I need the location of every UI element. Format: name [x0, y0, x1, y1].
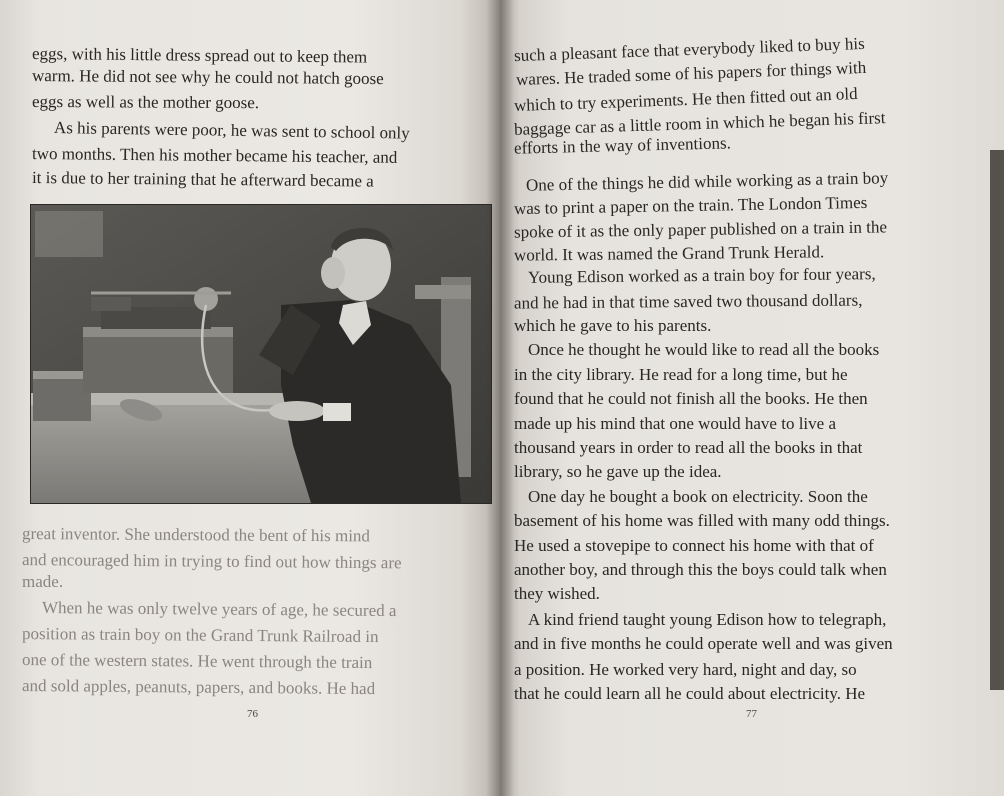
page-number: 77 [746, 708, 757, 720]
text-line: was to print a paper on the train. The London Times [513, 192, 868, 219]
text-line: He used a stovepipe to connect his home with that of [514, 536, 874, 555]
text-line: such a pleasant face that everybody liked to buy his [513, 33, 865, 66]
text-line: warm. He did not see why he could not hatch goose [31, 66, 384, 89]
text-line: another boy, and through this the boys could talk when [514, 560, 887, 579]
left-page [0, 0, 500, 796]
text-line: a position. He worked very hard, night and day, so [514, 660, 857, 679]
text-line: Once he thought he would like to read all the books [528, 340, 880, 359]
text-line: that he could learn all he could about electricity. He [514, 684, 866, 703]
engraving-image [31, 205, 491, 503]
text-line: efforts in the way of inventions. [513, 133, 732, 158]
text-line: which to try experiments. He then fitted out an old [513, 84, 858, 115]
text-line: eggs, with his little dress spread out to keep them [31, 44, 368, 67]
text-line: basement of his home was filled with many odd things. [514, 511, 890, 530]
page-number: 76 [247, 708, 258, 720]
text-line: and he had in that time saved two thousand dollars, [513, 290, 863, 313]
text-line: and in five months he could operate well and was given [514, 634, 893, 653]
text-line: and encouraged him in trying to find out how things are [21, 550, 402, 573]
text-line: As his parents were poor, he was sent to school only [53, 118, 410, 143]
book-gutter [486, 0, 514, 796]
edison-phonograph-illustration [30, 204, 492, 504]
text-line: they wished. [514, 584, 600, 603]
text-line: library, so he gave up the idea. [514, 462, 722, 481]
text-line: found that he could not finish all the books. He then [514, 389, 868, 408]
text-line: position as train boy on the Grand Trunk Railroad in [21, 624, 379, 647]
text-line: and sold apples, peanuts, papers, and books. He had [21, 676, 376, 699]
right-page [500, 0, 1004, 796]
text-line: world. It was named the Grand Trunk Herald. [513, 242, 825, 265]
text-line: which he gave to his parents. [514, 316, 712, 335]
text-line: it is due to her training that he afterward became a [31, 168, 374, 191]
page-edge-shadow [990, 150, 1004, 690]
text-line: Young Edison worked as a train boy for four years, [527, 264, 876, 287]
text-line: One of the things he did while working as a train boy [525, 168, 889, 195]
text-line: spoke of it as the only paper published on a train in the [513, 217, 888, 242]
text-line: made up his mind that one would have to live a [514, 414, 836, 433]
text-line: one of the western states. He went through the train [21, 650, 373, 673]
text-line: made. [22, 572, 64, 591]
text-line: One day he bought a book on electricity. Soon the [528, 487, 868, 506]
text-line: thousand years in order to read all the books in that [514, 438, 863, 457]
text-line: two months. Then his mother became his teacher, and [31, 144, 398, 167]
text-line: great inventor. She understood the bent of his mind [21, 524, 371, 546]
text-line: in the city library. He read for a long time, but he [514, 365, 848, 384]
text-line: A kind friend taught young Edison how to telegraph, [528, 610, 887, 629]
text-line: When he was only twelve years of age, he secured a [41, 598, 397, 621]
text-line: eggs as well as the mother goose. [31, 92, 260, 113]
text-line: wares. He traded some of his papers for things with [515, 57, 867, 90]
text-line: baggage car as a little room in which he began his first [513, 108, 886, 139]
